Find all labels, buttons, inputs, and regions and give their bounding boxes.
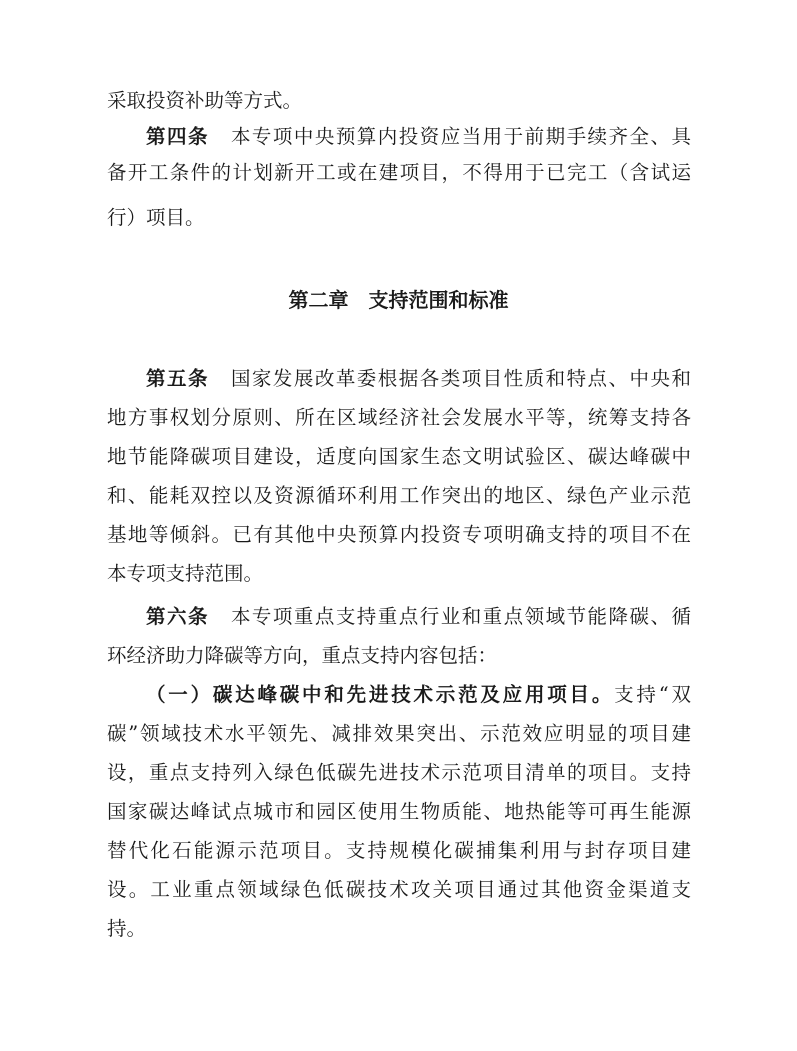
art5-text-1: 国家发展改革委根据各类项目性质和特点、中央和: [230, 367, 691, 390]
item1-line-3: 设，重点支持列入绿色低碳先进技术示范项目清单的项目。支持: [107, 761, 691, 784]
art5-line-6: 本专项支持范围。: [107, 562, 264, 585]
art4-line-2: 备开工条件的计划新开工或在建项目，不得用于已完工（含试运: [107, 161, 691, 184]
art5-label: 第五条: [146, 367, 209, 390]
art3-tail-line-1: 采取投资补助等方式。: [107, 89, 303, 112]
item1-line-6: 设。工业重点领域绿色低碳技术攻关项目通过其他资金渠道支: [107, 878, 691, 901]
art5-line-4: 和、能耗双控以及资源循环利用工作突出的地区、绿色产业示范: [107, 484, 691, 507]
art6-line-2: 环经济助力降碳等方向，重点支持内容包括：: [107, 644, 498, 667]
item1-line-4: 国家碳达峰试点城市和园区使用生物质能、地热能等可再生能源: [107, 800, 691, 823]
item1-text-1: 支持“双: [614, 683, 691, 706]
art4-line-1: [146, 122, 691, 152]
art4-label: 第四条: [146, 125, 209, 148]
art5-line-3: 地节能降碳项目建设，适度向国家生态文明试验区、碳达峰碳中: [107, 445, 691, 468]
item1-line-7: 持。: [107, 917, 147, 940]
art6-text-1: 本专项重点支持重点行业和重点领域节能降碳、循: [230, 605, 691, 628]
art4-text-1: 本专项中央预算内投资应当用于前期手续齐全、具: [230, 125, 691, 148]
chapter-2-title: 第二章 支持范围和标准: [288, 288, 509, 312]
art5-line-1: [146, 364, 691, 394]
art4-line-3: 行）项目。: [107, 206, 205, 229]
art6-line-1: [146, 602, 691, 632]
art5-line-2: 地方事权划分原则、所在区域经济社会发展水平等，统筹支持各: [107, 406, 691, 429]
item1-line-2: 碳”领域技术水平领先、减排效果突出、示范效应明显的项目建: [107, 722, 691, 745]
art5-line-5: 基地等倾斜。已有其他中央预算内投资专项明确支持的项目不在: [107, 523, 691, 546]
item1-line-5: 替代化石能源示范项目。支持规模化碳捕集利用与封存项目建: [107, 839, 691, 862]
item1-line-1: [146, 680, 691, 710]
item1-heading: （一）碳达峰碳中和先进技术示范及应用项目。: [146, 683, 615, 706]
art6-label: 第六条: [146, 605, 209, 628]
